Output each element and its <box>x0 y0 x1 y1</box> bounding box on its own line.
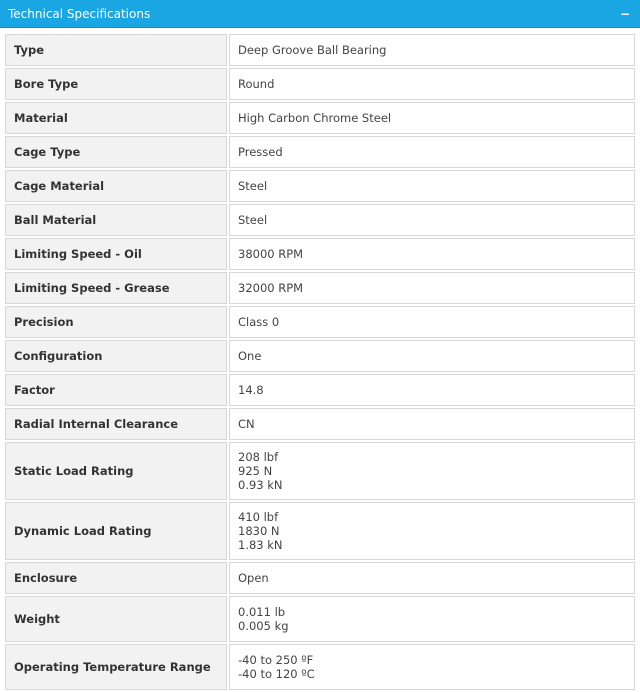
spec-row <box>5 596 635 642</box>
spec-value-line: 32000 RPM <box>238 281 304 295</box>
spec-value <box>229 340 635 372</box>
spec-row <box>5 204 635 236</box>
spec-row <box>5 374 635 406</box>
spec-value-line: 1830 N <box>238 524 280 538</box>
spec-value-line: 208 lbf <box>238 450 279 464</box>
spec-value-line: Class 0 <box>238 315 280 329</box>
spec-label: Limiting Speed - Grease <box>5 272 227 304</box>
spec-label: Static Load Rating <box>5 442 227 500</box>
spec-value <box>229 562 635 594</box>
spec-row <box>5 136 635 168</box>
spec-label: Type <box>5 34 227 66</box>
spec-value <box>229 408 635 440</box>
spec-label: Cage Type <box>5 136 227 168</box>
spec-row <box>5 68 635 100</box>
spec-value <box>229 502 635 560</box>
spec-label: Limiting Speed - Oil <box>5 238 227 270</box>
spec-label: Ball Material <box>5 204 227 236</box>
spec-value-line: One <box>238 349 262 363</box>
spec-value <box>229 102 635 134</box>
spec-value <box>229 272 635 304</box>
spec-row <box>5 102 635 134</box>
spec-row <box>5 408 635 440</box>
spec-value-line: -40 to 250 ºF <box>238 653 314 667</box>
spec-value <box>229 238 635 270</box>
spec-row <box>5 340 635 372</box>
spec-value-line: Pressed <box>238 145 283 159</box>
spec-row <box>5 238 635 270</box>
spec-value <box>229 204 635 236</box>
specs-table <box>3 32 637 692</box>
spec-value <box>229 442 635 500</box>
spec-label: Operating Temperature Range <box>5 644 227 690</box>
spec-row <box>5 170 635 202</box>
spec-value-line: Steel <box>238 213 268 227</box>
spec-label: Material <box>5 102 227 134</box>
spec-value-line: -40 to 120 ºC <box>238 667 315 681</box>
panel-title: Technical Specifications <box>8 6 151 21</box>
spec-value-line: Round <box>238 77 275 91</box>
spec-value-line: 0.005 kg <box>238 619 289 633</box>
spec-label: Factor <box>5 374 227 406</box>
spec-label: Precision <box>5 306 227 338</box>
spec-value <box>229 136 635 168</box>
spec-value-line: CN <box>238 417 255 431</box>
spec-label: Weight <box>5 596 227 642</box>
spec-value-line: 14.8 <box>238 383 264 397</box>
spec-value-line: 925 N <box>238 464 273 478</box>
spec-row <box>5 34 635 66</box>
spec-label: Cage Material <box>5 170 227 202</box>
spec-row <box>5 442 635 500</box>
spec-label: Bore Type <box>5 68 227 100</box>
spec-value-line: High Carbon Chrome Steel <box>238 111 392 125</box>
spec-value <box>229 170 635 202</box>
spec-value <box>229 374 635 406</box>
spec-label: Radial Internal Clearance <box>5 408 227 440</box>
spec-value-line: 0.93 kN <box>238 478 283 492</box>
specs-table-body <box>5 34 635 690</box>
spec-row <box>5 644 635 690</box>
spec-row <box>5 306 635 338</box>
spec-value <box>229 68 635 100</box>
spec-label: Configuration <box>5 340 227 372</box>
spec-value <box>229 596 635 642</box>
spec-value-line: 1.83 kN <box>238 538 283 552</box>
spec-value <box>229 34 635 66</box>
spec-value-line: Steel <box>238 179 268 193</box>
spec-label: Dynamic Load Rating <box>5 502 227 560</box>
spec-value-line: Deep Groove Ball Bearing <box>238 43 387 57</box>
spec-value <box>229 306 635 338</box>
specs-table-container <box>0 28 640 692</box>
spec-row <box>5 502 635 560</box>
spec-value-line: 0.011 lb <box>238 605 286 619</box>
spec-value-line: 38000 RPM <box>238 247 304 261</box>
spec-row <box>5 272 635 304</box>
spec-label: Enclosure <box>5 562 227 594</box>
collapse-toggle-icon[interactable]: − <box>619 6 630 21</box>
spec-value-line: 410 lbf <box>238 510 279 524</box>
spec-row <box>5 562 635 594</box>
spec-value <box>229 644 635 690</box>
spec-value-line: Open <box>238 571 269 585</box>
panel-header[interactable] <box>0 0 640 28</box>
